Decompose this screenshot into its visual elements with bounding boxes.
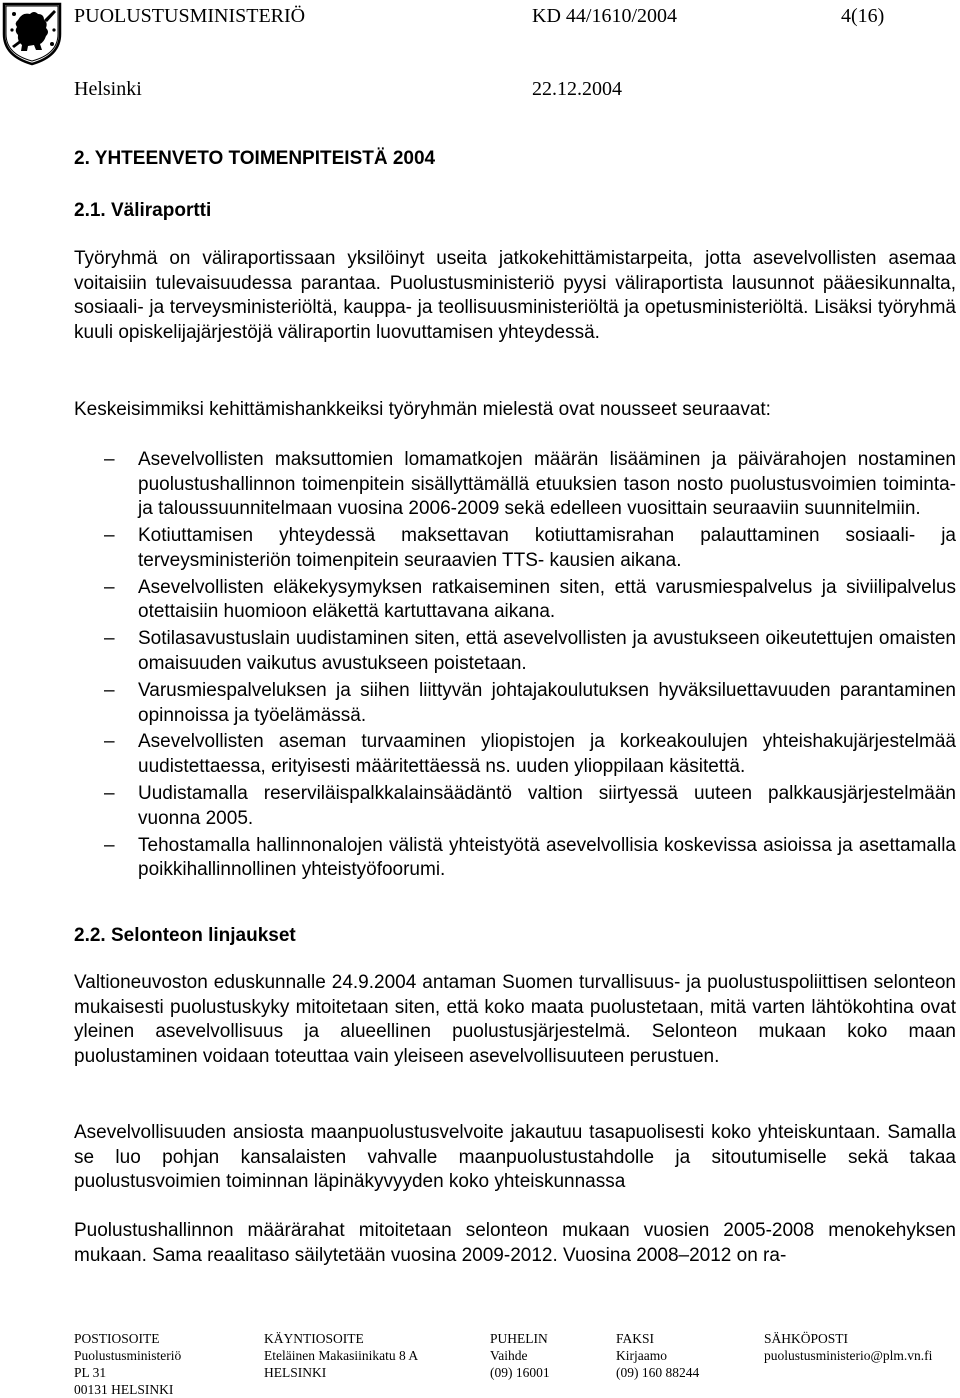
- dash-bullet-icon: –: [104, 576, 115, 598]
- footer-line: Kirjaamo: [616, 1348, 667, 1363]
- footer-label: FAKSI: [616, 1331, 655, 1346]
- paragraph-intermediate-report: Työryhmä on väliraportissaan yksilöinyt useita jatkokehittämistarpeita, jotta asevelvollisten asemaa voitaisiin tulevaisuudessa parantaa. Puolustusministeriö pyysi väliraportista lausunnot pääesikunnalta, sosiaali- ja terveysministeriöltä, kauppa- ja teollisuusministeriöltä ja opetusministeriöltä. Lisäksi työryhmä kuuli opiskelijajärjestöjä väliraportin luovuttamisen yhteydessä.: [74, 248, 956, 343]
- organization-name: PUOLUSTUSMINISTERIÖ: [74, 5, 306, 27]
- key-projects-list: [74, 448, 956, 885]
- list-item: [74, 576, 956, 625]
- document-reference: KD 44/1610/2004: [532, 5, 677, 27]
- subsection-heading-intermediate-report: 2.1. Väliraportti: [74, 200, 212, 221]
- list-item: [74, 524, 956, 573]
- footer-line: HELSINKI: [264, 1365, 327, 1380]
- list-item: [74, 627, 956, 676]
- dash-bullet-icon: –: [104, 525, 115, 547]
- footer-email-address: puolustusministerio@plm.vn.fi: [764, 1348, 933, 1363]
- dash-bullet-icon: –: [104, 628, 115, 650]
- footer-email: [764, 1330, 932, 1364]
- dash-bullet-icon: –: [104, 449, 115, 470]
- footer-line: (09) 16001: [490, 1365, 550, 1380]
- footer-phone: [490, 1330, 550, 1381]
- list-item-text: Uudistamalla reserviläispalkkalainsäädäntö valtion siirtyessä uuteen palkkausjärjestelmään vuonna 2005.: [138, 783, 956, 829]
- list-item-text: Asevelvollisten eläkekysymyksen ratkaiseminen siten, että varusmiespalvelus ja siviilipalvelus otettaisiin huomioon eläkettä kartuttavana aikana.: [138, 576, 956, 623]
- list-item: [74, 782, 956, 831]
- dash-bullet-icon: –: [104, 783, 115, 805]
- header-date: 22.12.2004: [532, 78, 622, 100]
- list-item-text: Tehostamalla hallinnonalojen välistä yhteistyötä asevelvollisia koskevissa asioissa ja asettamalla poikkihallinnollinen yhteistyöfoorumi.: [138, 834, 956, 881]
- paragraph-key-projects-intro: Keskeisimmiksi kehittämishankkeiksi työryhmän mielestä ovat nousseet seuraavat:: [74, 399, 771, 420]
- paragraph-appropriations: Puolustushallinnon määrärahat mitoitetaan selonteon mukaan vuosien 2005-2008 menokehyksen mukaan. Sama reaalitaso säilytetään vuosina 2009-2012. Vuosina 2008–2012 on ra-: [74, 1220, 956, 1266]
- footer-line: Vaihde: [490, 1348, 528, 1363]
- footer-postal-address: [74, 1330, 181, 1398]
- list-item: [74, 679, 956, 728]
- footer-line: PL 31: [74, 1365, 107, 1380]
- footer-visiting-address: [264, 1330, 418, 1381]
- list-item-text: Asevelvollisten aseman turvaaminen yliopistojen ja korkeakoulujen yhteishakujärjestelmää uudistettaessa, erityisesti määritettäessä ns. uuden ylioppilaan käsitettä.: [138, 731, 956, 778]
- footer-label: PUHELIN: [490, 1331, 548, 1346]
- list-item-text: Sotilasavustuslain uudistaminen siten, että asevelvollisten ja avustukseen oikeutettujen omaisten omaisuuden vaikutus avustukseen poistetaan.: [138, 628, 956, 674]
- footer-line: Puolustusministeriö: [74, 1348, 182, 1363]
- footer-label: SÄHKÖPOSTI: [764, 1331, 849, 1346]
- list-item: [74, 448, 956, 522]
- dash-bullet-icon: –: [104, 834, 115, 856]
- paragraph-government-report: Valtioneuvoston eduskunnalle 24.9.2004 antaman Suomen turvallisuus- ja puolustuspoliittisen selonteon mukaisesti puolustuskyky mitoitetaan siten, että koko maata puolustetaan, mitä varten lähtökohtina ovat yleinen asevelvollisuus ja alueellinen puolustusjärjestelmä. Selonteon mukaan koko maan puolustaminen voidaan toteuttaa vain yleiseen asevelvollisuuteen perustuen.: [74, 972, 956, 1067]
- footer-line: Eteläinen Makasiinikatu 8 A: [264, 1348, 419, 1363]
- list-item: [74, 834, 956, 883]
- page-number: 4(16): [841, 5, 885, 27]
- footer-fax: [616, 1330, 699, 1381]
- list-item: [74, 730, 956, 779]
- footer-label: KÄYNTIOSOITE: [264, 1331, 364, 1346]
- paragraph-conscription: Asevelvollisuuden ansiosta maanpuolustusvelvoite jakautuu tasapuolisesti koko yhteiskuntaan. Samalla se luo pohjan kansalaisten vahvalle maanpuolustustahdolle ja sitoutumiselle sekä takaa puolustusvoimien toiminnan läpinäkyvyyden koko yhteiskunnassa: [74, 1122, 956, 1193]
- subsection-heading-report-guidelines: 2.2. Selonteon linjaukset: [74, 925, 296, 946]
- footer-line: 00131 HELSINKI: [74, 1382, 174, 1397]
- list-item-text: Kotiuttamisen yhteydessä maksettavan kotiuttamisrahan palauttaminen sosiaali- ja terveysministeriön toimenpitein seuraavien TTS- kausien aikana.: [138, 525, 956, 571]
- header-city: Helsinki: [74, 78, 142, 100]
- dash-bullet-icon: –: [104, 679, 115, 701]
- section-heading: 2. YHTEENVETO TOIMENPITEISTÄ 2004: [74, 148, 436, 169]
- list-item-text: Asevelvollisten maksuttomien lomamatkojen määrän lisääminen ja päivärahojen nostaminen puolustushallinnon toimenpitein sisällyttämällä etuuksien tason nosto puolustusvoimien toiminta- ja taloussuunnitelmaan vuosina 2006-2009 sekä edelleen vuosittain seuraaviin suunnitelmiin.: [138, 449, 956, 520]
- lion-coat-of-arms-icon: [0, 0, 64, 66]
- list-item-text: Varusmiespalveluksen ja siihen liittyvän johtajakoulutuksen hyväksiluettavuuden parantaminen opinnoissa ja työelämässä.: [138, 679, 956, 726]
- dash-bullet-icon: –: [104, 731, 115, 753]
- footer-line: (09) 160 88244: [616, 1365, 700, 1380]
- footer-label: POSTIOSOITE: [74, 1331, 160, 1346]
